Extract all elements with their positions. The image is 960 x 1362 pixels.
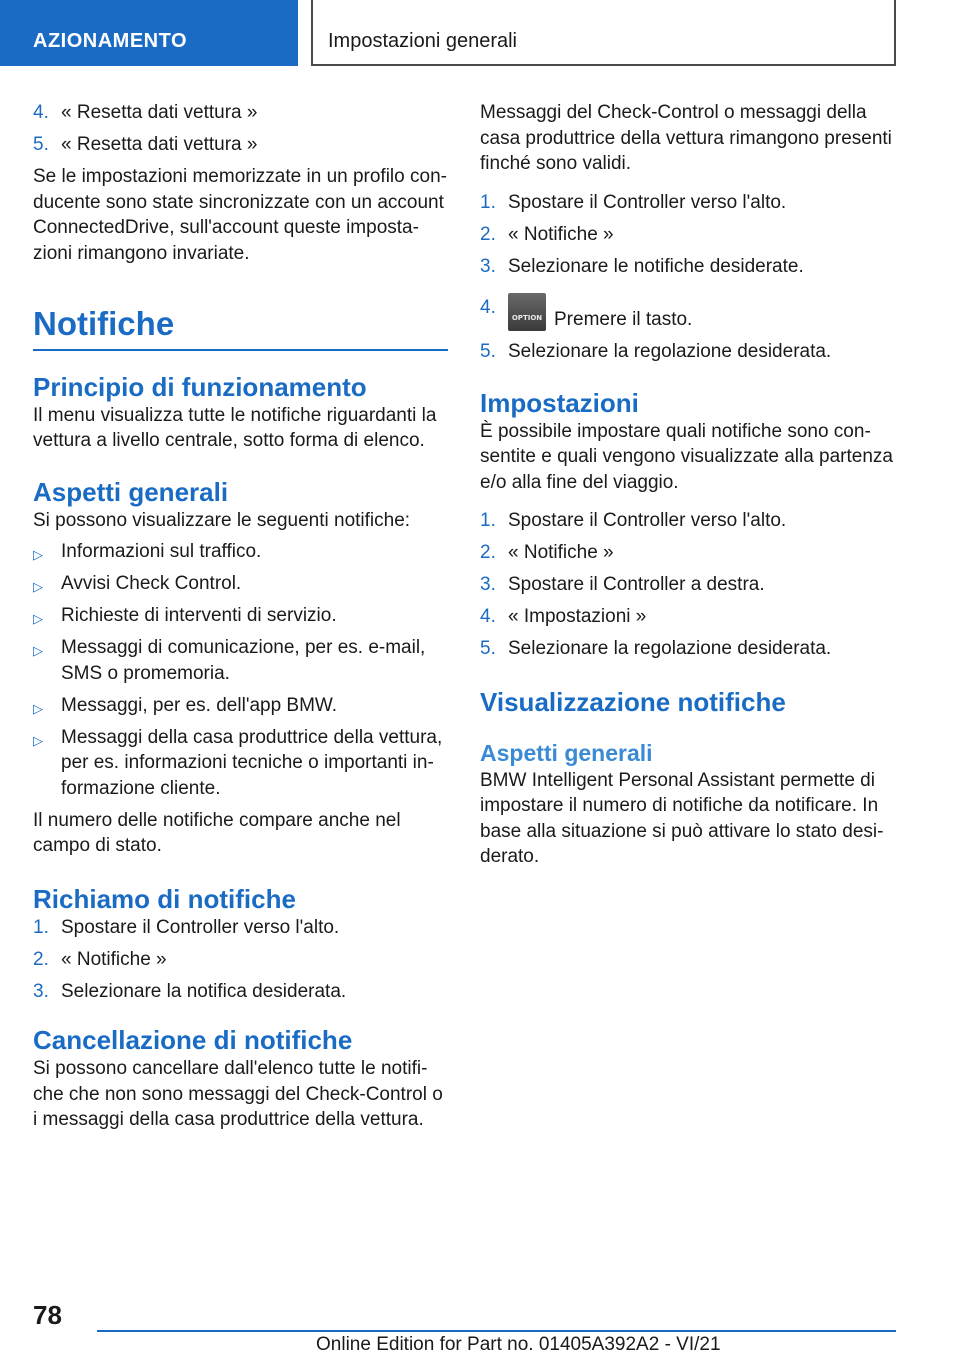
- principio-text: Il menu visualizza tutte le notifiche riguardanti la vettura a livello centrale, sotto forma di elenco.: [33, 404, 437, 451]
- step-text: Selezionare la notifica desiderata.: [61, 980, 347, 1002]
- impostazioni-heading: Impostazioni: [480, 387, 639, 418]
- list-item: [33, 979, 448, 1005]
- bullet-text: Avvisi Check Control.: [61, 573, 242, 594]
- step-text: « Notifiche »: [508, 223, 614, 245]
- option-button-icon: [508, 293, 546, 331]
- list-item: [33, 100, 448, 126]
- list-item: [480, 604, 896, 630]
- list-item: [480, 540, 896, 566]
- step-number: 4.: [33, 102, 49, 123]
- list-item: [480, 572, 896, 598]
- step-text: Premere il tasto.: [554, 309, 693, 330]
- step-text: « Notifiche »: [61, 948, 167, 970]
- impostazioni-steps: [480, 508, 896, 662]
- step-number: 2.: [480, 542, 496, 563]
- chapter-tab: [0, 0, 298, 66]
- step-text: « Notifiche »: [508, 542, 614, 563]
- notification-types-list: [33, 539, 448, 801]
- step-number: 1.: [33, 916, 49, 938]
- list-item: [33, 635, 448, 686]
- visualizzazione-text: BMW Intelligent Personal Assistant permette di impostare il numero di notifiche da notificare. In base alla situazione si può attivare lo stato desiderato.: [480, 769, 884, 867]
- step-number: 2.: [33, 948, 49, 970]
- richiamo-heading: Richiamo di notifiche: [33, 883, 296, 914]
- cancellazione-heading: Cancellazione di notifiche: [33, 1025, 353, 1055]
- bullet-text: Messaggi della casa produttrice della vettura, per es. informazioni tecniche o importanti informazione cliente.: [61, 726, 443, 799]
- list-item: [480, 222, 896, 248]
- triangle-bullet-icon: ▷: [33, 700, 43, 716]
- bullet-text: Messaggi, per es. dell'app BMW.: [61, 694, 338, 716]
- richiamo-steps: [33, 915, 448, 1005]
- step-text: Spostare il Controller verso l'alto.: [508, 510, 787, 531]
- list-item: [480, 508, 896, 534]
- delete-steps: [480, 190, 896, 365]
- list-item: [33, 603, 448, 629]
- step-number: 1.: [480, 191, 496, 213]
- impostazioni-text: È possibile impostare quali notifiche sono consentite e quali vengono visualizzate alla partenza e/o alla fine del viaggio.: [480, 420, 893, 493]
- list-item: [480, 254, 896, 280]
- intro-paragraph: Se le impostazioni memorizzate in un profilo conducente sono state sincronizzate con un account ConnectedDrive, sull'account queste impostazioni rimangono invariate.: [33, 166, 447, 264]
- header-title-box: [311, 0, 896, 66]
- footer-divider: [97, 1330, 896, 1332]
- step-number: 3.: [33, 980, 49, 1002]
- step-number: 3.: [480, 255, 496, 277]
- step-number: 5.: [33, 134, 49, 155]
- aspetti-outro: Il numero delle notifiche compare anche nel campo di stato.: [33, 809, 401, 856]
- triangle-bullet-icon: ▷: [33, 611, 43, 626]
- visualizzazione-heading: Visualizzazione notifiche: [480, 686, 786, 717]
- section-title: Notifiche: [33, 305, 175, 342]
- list-item: [33, 571, 448, 597]
- triangle-bullet-icon: ▷: [33, 732, 43, 748]
- step-text: « Resetta dati vettura »: [61, 134, 258, 155]
- triangle-bullet-icon: ▷: [33, 547, 43, 562]
- bullet-text: Messaggi di comunicazione, per es. e-mail, SMS o promemoria.: [61, 637, 426, 684]
- step-text: Spostare il Controller verso l'alto.: [61, 916, 340, 938]
- aspetti-intro: Si possono visualizzare le seguenti notifiche:: [33, 509, 411, 531]
- step-number: 5.: [480, 341, 496, 362]
- right-intro-paragraph: Messaggi del Check-Control o messaggi della casa produttrice della vettura rimangono presenti finché sono validi.: [480, 102, 892, 174]
- right-column: [480, 100, 896, 870]
- visualizzazione-subheading: Aspetti generali: [480, 739, 653, 766]
- list-item: [33, 947, 448, 973]
- list-item: [33, 693, 448, 719]
- bullet-text: Richieste di interventi di servizio.: [61, 605, 337, 626]
- bullet-text: Informazioni sul traffico.: [61, 541, 262, 562]
- list-item: [480, 293, 896, 333]
- step-text: Selezionare la regolazione desiderata.: [508, 638, 832, 659]
- step-number: 3.: [480, 574, 496, 595]
- triangle-bullet-icon: ▷: [33, 643, 43, 658]
- list-item: [33, 725, 448, 802]
- triangle-bullet-icon: ▷: [33, 579, 43, 594]
- list-item: [480, 339, 896, 365]
- step-number: 2.: [480, 223, 496, 245]
- step-number: 1.: [480, 510, 496, 531]
- left-column: [33, 100, 448, 1133]
- principio-heading: Principio di funzionamento: [33, 371, 367, 402]
- list-item: [480, 636, 896, 662]
- section-divider: [33, 349, 448, 351]
- step-text: Spostare il Controller verso l'alto.: [508, 191, 787, 213]
- step-number: 5.: [480, 638, 496, 659]
- step-number: 4.: [480, 606, 496, 627]
- edition-note: Online Edition for Part no. 01405A392A2 - VI/21: [316, 1334, 721, 1355]
- step-text: « Resetta dati vettura »: [61, 102, 258, 123]
- step-number: 4.: [480, 297, 496, 318]
- cancellazione-text: Si possono cancellare dall'elenco tutte le notifiche che non sono messaggi del Check-Control o i messaggi della casa produttrice della vettura.: [33, 1058, 443, 1130]
- list-item: [33, 915, 448, 941]
- intro-list: [33, 100, 448, 158]
- option-icon-label: OPTION: [511, 314, 543, 322]
- list-item: [33, 132, 448, 158]
- step-text: Selezionare la regolazione desiderata.: [508, 341, 832, 362]
- header-title: Impostazioni generali: [328, 30, 517, 52]
- list-item: [480, 190, 896, 216]
- step-text: Spostare il Controller a destra.: [508, 574, 765, 595]
- chapter-label: AZIONAMENTO: [33, 30, 188, 52]
- step-text: « Impostazioni »: [508, 606, 647, 627]
- aspetti-heading: Aspetti generali: [33, 476, 229, 507]
- page-number: 78: [33, 1300, 62, 1330]
- step-text: Selezionare le notifiche desiderate.: [508, 255, 804, 277]
- list-item: [33, 539, 448, 565]
